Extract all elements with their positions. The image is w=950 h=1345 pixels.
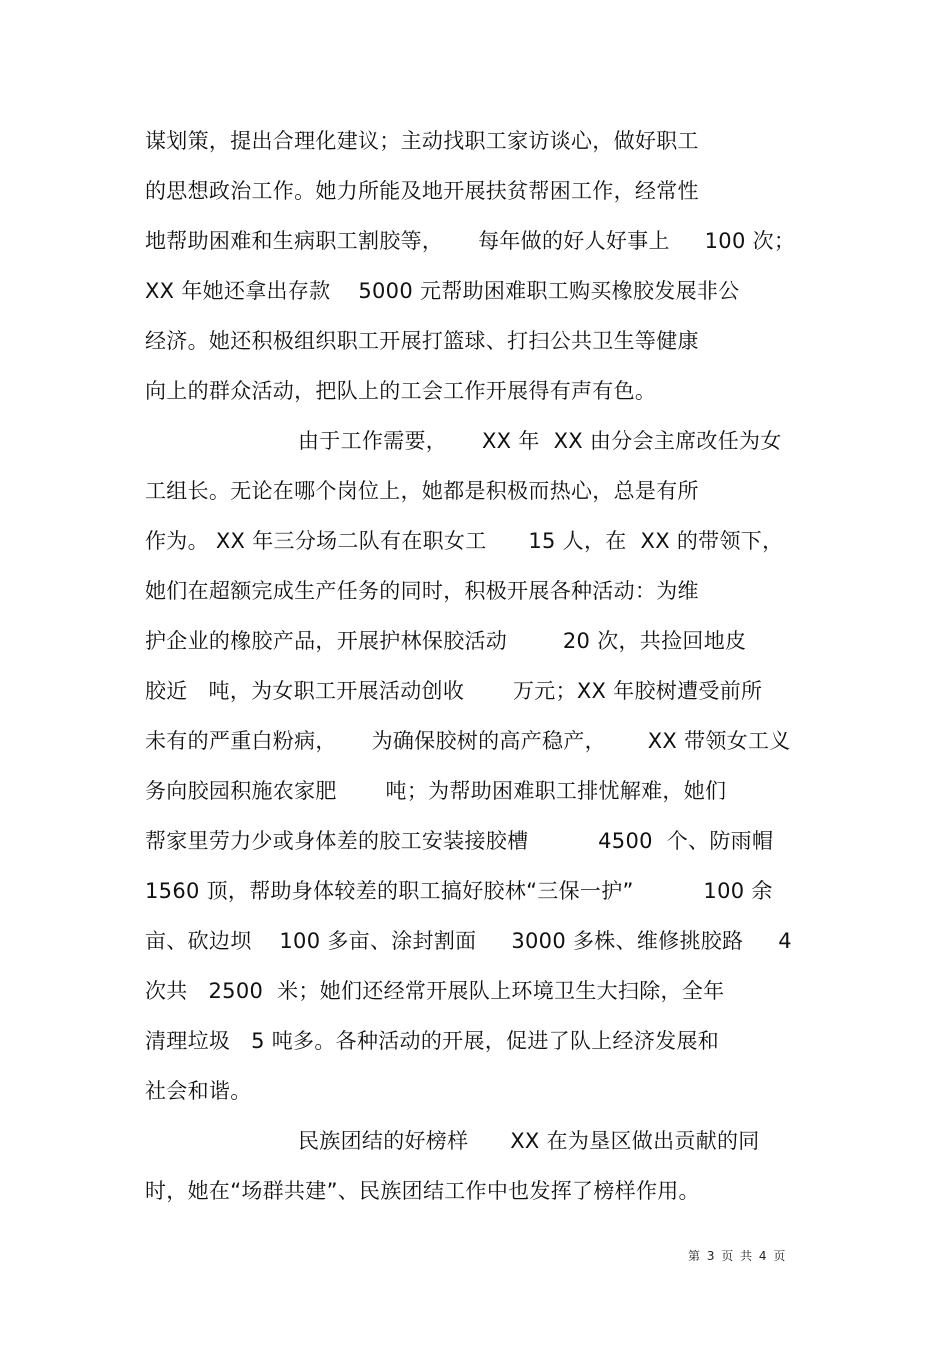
text-line: 清理垃圾 5 吨多。各种活动的开展，促进了队上经济发展和 [145,1029,720,1053]
text-line: 帮家里劳力少或身体差的胶工安装接胶槽 4500 个、防雨帽 [145,829,774,853]
text-line: 地帮助困难和生病职工割胶等， 每年做的好人好事上 100 次； [145,229,796,253]
text-line: 次共 2500 米；她们还经常开展队上环境卫生大扫除，全年 [145,979,725,1003]
paragraph-first-line: 由于工作需要， XX 年 XX 由分会主席改任为女 [298,429,782,453]
text-line: 经济。她还积极组织职工开展打篮球、打扫公共卫生等健康 [145,329,699,353]
text-line: 向上的群众活动，把队上的工会工作开展得有声有色。 [145,379,657,403]
text-line: 作为。 XX 年三分场二队有在职女工 15 人，在 XX 的带领下， [145,529,784,553]
text-line: 时，她在“场群共建”、民族团结工作中也发挥了榜样作用。 [145,1179,700,1203]
text-line: 亩、砍边坝 100 多亩、涂封割面 3000 多株、维修挑胶路 4 [145,929,792,953]
page-number-footer: 第 3 页 共 4 页 [688,1249,787,1263]
text-line: 胶近 吨，为女职工开展活动创收 万元；XX 年胶树遭受前所 [145,679,763,703]
text-line: 的思想政治工作。她力所能及地开展扶贫帮困工作，经常性 [145,179,699,203]
text-line: XX 年她还拿出存款 5000 元帮助困难职工购买橡胶发展非公 [145,279,740,303]
text-line: 未有的严重白粉病， 为确保胶树的高产稳产， XX 带领女工义 [145,729,791,753]
text-line: 工组长。无论在哪个岗位上，她都是积极而热心，总是有所 [145,479,699,503]
text-line: 务向胶园积施农家肥 吨；为帮助困难职工排忧解难，她们 [145,779,727,803]
text-line: 护企业的橡胶产品，开展护林保胶活动 20 次，共捡回地皮 [145,629,747,653]
paragraph-first-line: 民族团结的好榜样 XX 在为垦区做出贡献的同 [298,1129,760,1153]
text-line: 她们在超额完成生产任务的同时，积极开展各种活动：为维 [145,579,699,603]
text-line: 谋划策，提出合理化建议；主动找职工家访谈心，做好职工 [145,129,699,153]
text-line: 社会和谐。 [145,1079,252,1103]
text-line: 1560 顶，帮助身体较差的职工搞好胶林“三保一护” 100 余 [145,879,773,903]
